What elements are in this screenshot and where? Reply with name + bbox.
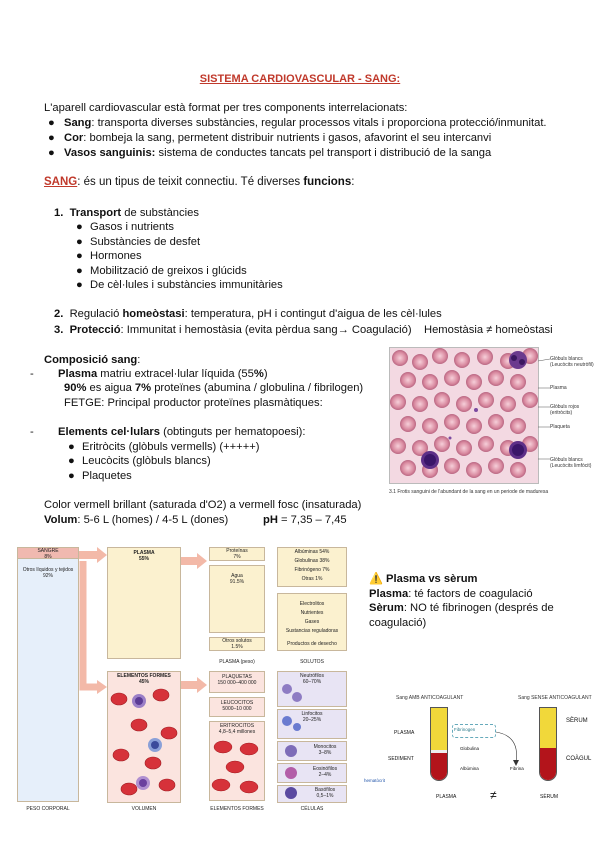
fibrinogen-label: Fibrinogen xyxy=(454,727,476,732)
eritrocitos-label: ERITROCITOS 4,8–5,4 millones xyxy=(218,723,256,735)
color-text: Color vermell brillant (saturada d'O2) a vermell fosc (insaturada) xyxy=(44,499,362,511)
micro-caption: 3.1 Frotis sanguini de l'abundant de la sang en un periode de maduresa xyxy=(389,489,549,495)
bullet-icon: ● xyxy=(48,117,55,129)
micro-label: Plaqueta xyxy=(550,424,570,430)
volum-text: Volum: 5-6 L (homes) / 4-5 L (dones) xyxy=(44,514,229,526)
bullet-icon: ● xyxy=(48,147,55,159)
plasma-tube-label: PLASMA xyxy=(394,730,415,736)
micro-label: Glòbuls blancs (Leucòcits neutròfil) xyxy=(550,356,594,368)
blood-smear-image xyxy=(389,347,539,484)
plasma-peso-label: PLASMA (peso) xyxy=(219,659,255,665)
transport-item: ● Gasos i nutrients xyxy=(76,221,174,233)
micro-label: Glòbuls blancs (Leucòcits limfòcit) xyxy=(550,457,592,469)
hematocrit-label: hematòcrit xyxy=(364,778,386,783)
warning-icon: ⚠️ xyxy=(369,573,383,585)
left-tube-title: Sang AMB ANTICOAGULANT xyxy=(396,695,464,701)
left-tube xyxy=(430,707,448,781)
transport-item: ● Hormones xyxy=(76,250,142,262)
basofilos-label: Basófilos 0,5–1% xyxy=(314,787,336,799)
plaquetas-label: PLAQUETAS 150 000–400 000 xyxy=(217,674,257,686)
component-sang: ● Sang: transporta diverses substàncies, regular processos vitals i proporciona protecció/inmunitat. xyxy=(48,117,547,129)
transport-item: ● De cèl·lules i substàncies immunitàries xyxy=(76,279,283,291)
sediment-label: SEDIMENT xyxy=(388,756,414,762)
leucocitos-label: LEUCOCITOS 5000–10 000 xyxy=(220,700,254,712)
right-tube xyxy=(539,707,557,781)
not-equal-sign: ≠ xyxy=(490,788,497,802)
otros-solutos-label: Otros solutos 1.5% xyxy=(222,638,252,650)
composicio-heading: Composició sang: xyxy=(44,354,141,366)
tubes-diagram xyxy=(360,690,600,805)
elementos-label: ELEMENTOS FORMES 45% xyxy=(117,673,171,685)
monocitos-label: Monocitos 3–8% xyxy=(313,744,337,756)
sangre-column xyxy=(17,547,79,802)
formed-elements-cells xyxy=(109,685,179,801)
sangre-label: SANGRE 8% xyxy=(37,548,59,560)
neutrofilos-label: Neutrófilos 60–70% xyxy=(300,673,324,685)
micro-label: Glòbuls rojos (eritròcits) xyxy=(550,404,580,416)
blood-composition-diagram xyxy=(15,545,353,813)
solutos-label: SOLUTOS xyxy=(300,659,324,665)
fetge-text: FETGE: Principal productor proteïnes plasmàtiques: xyxy=(64,397,323,409)
albuminas: Albúminas 54% xyxy=(294,549,330,555)
sust-reg: Sustancias reguladoras xyxy=(285,628,339,634)
otras: Otras 1% xyxy=(301,576,323,582)
function-transport: 1. Transport de substàncies xyxy=(54,207,199,219)
fibrina-label: Fibrina xyxy=(510,766,524,771)
proteinas-label: Proteínas 7% xyxy=(226,548,248,560)
albumina-label: Albúmina xyxy=(460,766,479,771)
diagram-arrows xyxy=(79,547,109,707)
micro-leader-lines xyxy=(538,355,552,465)
linfocitos-label: Linfocitos 20–25% xyxy=(301,711,323,723)
bottom-serum-label: SÈRUM xyxy=(540,794,559,800)
celulas-label: CÉLULAS xyxy=(300,806,324,812)
plasma-definition: Plasma: té factors de coagulació xyxy=(369,588,533,600)
otros-label: Otros líquidos y tejidos 92% xyxy=(22,567,74,579)
component-cor: ● Cor: bombeja la sang, permetent distribuir nutrients i gasos, afavorint el seu intercanvi xyxy=(48,132,492,144)
diagram-arrows-2 xyxy=(181,547,209,803)
elements-line: - Elements cel·lulars (obtinguts per hematopoesi): xyxy=(30,426,306,438)
right-tube-title: Sang SENSE ANTICOAGULANT xyxy=(518,695,592,701)
transport-item: ● Mobilització de greixos i glúcids xyxy=(76,265,247,277)
transport-item: ● Substàncies de desfet xyxy=(76,236,201,248)
ph-text: pH = 7,35 – 7,45 xyxy=(263,514,347,526)
serum-tube-label: SÈRUM xyxy=(566,718,588,724)
coagul-tube-label: COÀGUL xyxy=(566,756,592,762)
volumen-label: VOLUMEN xyxy=(131,806,157,812)
function-proteccio: 3. Protecció: Immunitat i hemostàsia (evita pèrdua sang→ Coagulació) Hemostàsia ≠ homeòstasi xyxy=(54,324,553,336)
intro-text: L'aparell cardiovascular està format per tres components interrelacionats: xyxy=(44,102,408,114)
electrolitos: Electrolitos xyxy=(299,601,325,607)
plasma-block xyxy=(107,547,181,659)
plasma-line: - Plasma matriu extracel·lular líquida (55%) xyxy=(30,368,268,380)
function-regulacio: 2. Regulació homeòstasi: temperatura, pH i contingut d'aigua de les cèl·lules xyxy=(54,308,442,320)
cell-item: ● Eritròcits (glòbuls vermells) (+++++) xyxy=(68,441,260,453)
sang-definition: SANG: és un tipus de teixit connectiu. Té diverses funcions: xyxy=(44,176,355,188)
component-vasos: ● Vasos sanguinis: sistema de conductes tancats pel transport i distribució de la sanga xyxy=(48,147,492,159)
micro-label: Plasma xyxy=(550,385,567,391)
fibrinogeno: Fibrinógeno 7% xyxy=(294,567,330,573)
erythrocyte-cells xyxy=(211,737,263,799)
serum-definition: Sèrum: NO té fibrinogen (després de coagulació) xyxy=(369,602,554,629)
globulina-label: Globulina xyxy=(460,746,480,751)
page-title: SISTEMA CARDIOVASCULAR - SANG: xyxy=(199,73,401,85)
eosinofilos-label: Eosinófilos 2–4% xyxy=(312,766,338,778)
globulinas: Globulinas 38% xyxy=(294,558,330,564)
agua-label: Agua 91.5% xyxy=(229,573,245,585)
peso-corporal-label: PESO CORPORAL xyxy=(26,806,70,812)
plasma-vs-serum-heading: ⚠️ Plasma vs sèrum xyxy=(369,573,478,585)
gases: Gases xyxy=(304,619,320,625)
cell-item: ● Leucòcits (glòbuls blancs) xyxy=(68,455,211,467)
plasma-label: PLASMA 55% xyxy=(133,550,155,562)
fibrinogen-arrow xyxy=(494,728,524,768)
productos: Productos de desecho xyxy=(287,641,337,647)
leukocyte-cells xyxy=(279,683,303,803)
bullet-icon: ● xyxy=(48,132,55,144)
elementos-formes-label: ELEMENTOS FORMES xyxy=(210,806,264,812)
blood-smear-cells xyxy=(390,348,539,484)
bottom-plasma-label: PLASMA xyxy=(436,794,457,800)
plasma-composition: 90% es aigua 7% proteïnes (abumina / globulina / fibrilogen) xyxy=(64,382,364,394)
nutrientes: Nutrientes xyxy=(300,610,324,616)
cell-item: ● Plaquetes xyxy=(68,470,132,482)
